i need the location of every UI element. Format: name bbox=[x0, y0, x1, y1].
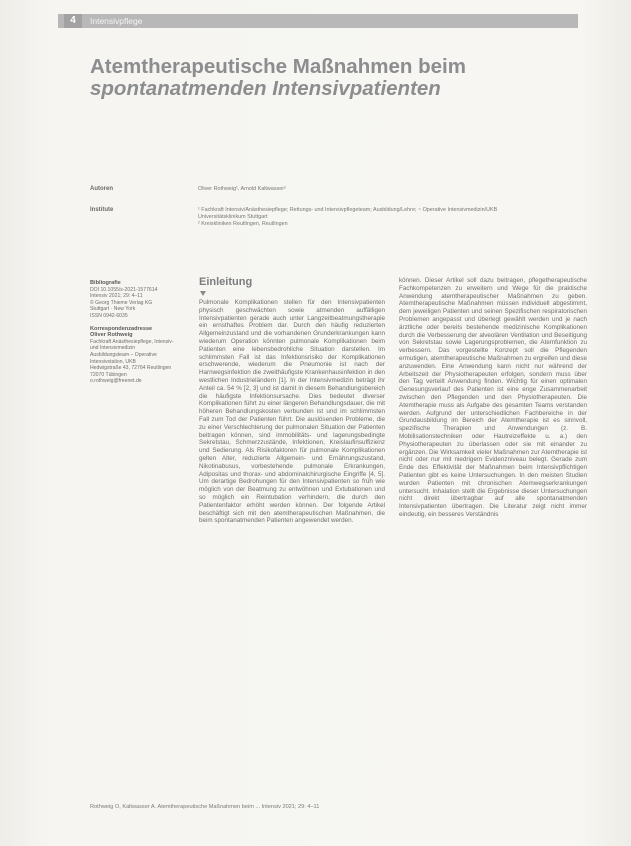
bibliography-line: DOI 10.1055/s-2021-1577614 bbox=[90, 286, 158, 293]
body-column-right: können. Dieser Artikel soll dazu beitragen, pflegetherapeutische Fachkompetenzen zu erweitern und Wege für die praktische Anwendung atemtherapeutischer Maßnahmen zu geben. Atemtherapeutische Maßnahmen müssen individuell abgestimmt, dem jeweiligen Patienten und seinen Spezifischen respiratorischen Problemen angepasst und überlegt gewählt werden und je nach ärztliche oder bereits bestehende medizinische Komplikationen durch die Verbesserung der alveolären Ventilation und Beseitigung von Sekretstau sowie Lagerungsproblemen, die Atemfunktion zu verbessern. Das vorgestellte Konzept soll die Pflegenden ermutigen, atemtherapeutische Maßnahmen zu ergreifen und diese anzuwenden. Eine Anwendung kann nicht nur während der Arbeitszeit der Physiotherapeuten erfolgen, sondern muss über den Tag verteilt Anwendung finden. Wichtig für einen optimalen Genesungsverlauf des Patienten ist eine enge Zusammenarbeit zwischen den Pflegenden und den Physiotherapeuten. Die Atemtherapie muss als Aufgabe des gesamten Teams verstanden werden. Aufgrund der unterschiedlichen Fachbereiche in der Grundausbildung im Bereich der Atemtherapie ist es sinnvoll, spezifische Therapien und Anwendungen (z. B. Mobilisationstechniken oder Hautreizeffekte u. a.) den Physiotherapeuten zu überlassen oder sie mit einander zu ergänzen. Die Wirksamkeit vieler Maßnahmen zur Atemtherapie ist nicht oder nur mit niedrigem Evidenzniveau belegt. Gerade zum Ende des Effektivität der Maßnahmen beim Intensivpflichtigen Patienten gibt es keine Untersuchungen. In den meisten Studien wurden Patienten mit chronischen Atemwegserkrankungen untersucht. Inhalation stellt die Ergebnisse dieser Untersuchungen nicht direkt übertragbar auf alle spontanatmenden Intensivpatienten übertragen. Die Literatur zeigt nicht immer eindeutig, ein besseres Verständnis bbox=[399, 277, 587, 518]
bibliography-line: Intensiv 2021; 29: 4–11 bbox=[90, 293, 143, 300]
chapter-number: 4 bbox=[64, 14, 82, 28]
body-column-left: Pulmonale Komplikationen stellen für den Intensivpatienten physisch geschwächten sowie atmenden auffälligen Intensivpatienten gerade auch unter Langzeitbeatmungstherapie ein ernsthaftes Problem dar. Durch den häufig reduzierten Allgemeinzustand und die vorhandenen Grunderkrankungen kann wiederum Operation könnten pulmonale Komplikationen beim Patienten eine lebensbedrohliche Situation darstellen. Im schlimmsten Fall ist das Infektionsrisiko der Komplikationen erschwerende, wiederum die Pneumonie ist nach der Harnwegsinfektion die zweithäufigste Krankenhausinfektion in den westlichen Industrieländern [1]. In der Intensivmedizin beträgt ihr Anteil ca. 54 % [2, 3] und ist damit in diesem Behandlungsbereich die häufigste Infektionsursache. Dies bedeutet diverser Komplikationen führt zu einer längeren Behandlungsdauer, die mit höheren Behandlungskosten verbunden ist und im schlimmsten Fall zum Tod der Patienten führt. Die auslösenden Probleme, die zu einer Verschlechterung der pulmonalen Situation der Patienten beitragen können, sind immobilitäts- und lagerungsbedingte Sekretstau, Schmerzzustände, Infektionen, Kreislaufinsuffizienz und Sedierung. Als Risikofaktoren für pulmonale Komplikationen gelten Alter, reduzierte Allgemein- und Ernährungszustand, Nikotinabusus, vorbestehende pulmonale Erkrankungen, Adipositas und thorax- und abdominalchirurgische Eingriffe [4, 5]. Um derartige Bedrohungen für den Intensivpatienten so früh wie möglich von der Beatmung zu entwöhnen und Extubationen und so möglich ein Reintubation verhindern, die durch den Patientenfaktor erhöht werden können. Der folgende Artikel beschäftigt sich mit den atemtherapeutischen Maßnahmen, die beim spontanatmenden Patienten angewendet werden. bbox=[199, 299, 385, 525]
contact-line: Intensivstation, UKB bbox=[90, 358, 136, 365]
contact-email[interactable]: o.rothweig@freenet.de bbox=[90, 378, 142, 385]
bibliography-label: Bibliografie bbox=[90, 280, 121, 286]
article-title bbox=[90, 56, 560, 100]
article-sidebar bbox=[90, 280, 182, 391]
contact-line: Ausbildungsteam – Operative bbox=[90, 351, 157, 358]
contact-block bbox=[90, 326, 182, 385]
bibliography-block bbox=[90, 280, 182, 320]
bibliography-line: Stuttgart · New York bbox=[90, 306, 136, 313]
institute-line: ¹ Fachkraft Intensiv/Anästhesiepflege; Rettungs- und Intensivpflegeteam; Ausbildung/Lehre; ~ Operative Intensivmedizin/UKB bbox=[198, 207, 498, 213]
bibliography-line: © Georg Thieme Verlag KG bbox=[90, 299, 153, 306]
title-line-2: spontanatmenden Intensivpatienten bbox=[90, 77, 441, 100]
institute-line: Universitätsklinikum Stuttgart bbox=[198, 214, 268, 221]
bibliography-line: ISSN 0942-6035 bbox=[90, 312, 128, 319]
contact-line: 72070 Tübingen bbox=[90, 371, 127, 378]
institutes-value bbox=[198, 207, 497, 229]
page-footer: Rothweig O, Kaltwasser A. Atemtherapeutische Maßnahmen beim ... Intensiv 2021; 29: 4–11 bbox=[90, 804, 320, 810]
title-line-1: Atemtherapeutische Maßnahmen beim bbox=[90, 55, 466, 78]
contact-name: Oliver Rothweig bbox=[90, 332, 133, 339]
section-label: Intensivpflege bbox=[90, 16, 143, 26]
authors-value: Oliver Rothweig¹, Arnold Kaltwasser² bbox=[198, 186, 286, 192]
contact-line: Fachkraft Anästhesiepflege, Intensiv- und Intensivmedizin bbox=[90, 338, 174, 352]
contact-line: Hedwigstraße 43, 72764 Reutlingen bbox=[90, 365, 172, 372]
heading-marker-icon bbox=[200, 291, 206, 296]
section-heading: Einleitung bbox=[199, 276, 253, 288]
authors-label: Autoren bbox=[90, 186, 113, 192]
institute-line: ² Kreiskliniken Reutlingen, Reutlingen bbox=[198, 221, 288, 228]
contact-label: Korrespondenzadresse bbox=[90, 325, 153, 332]
institutes-label: Institute bbox=[90, 207, 114, 213]
